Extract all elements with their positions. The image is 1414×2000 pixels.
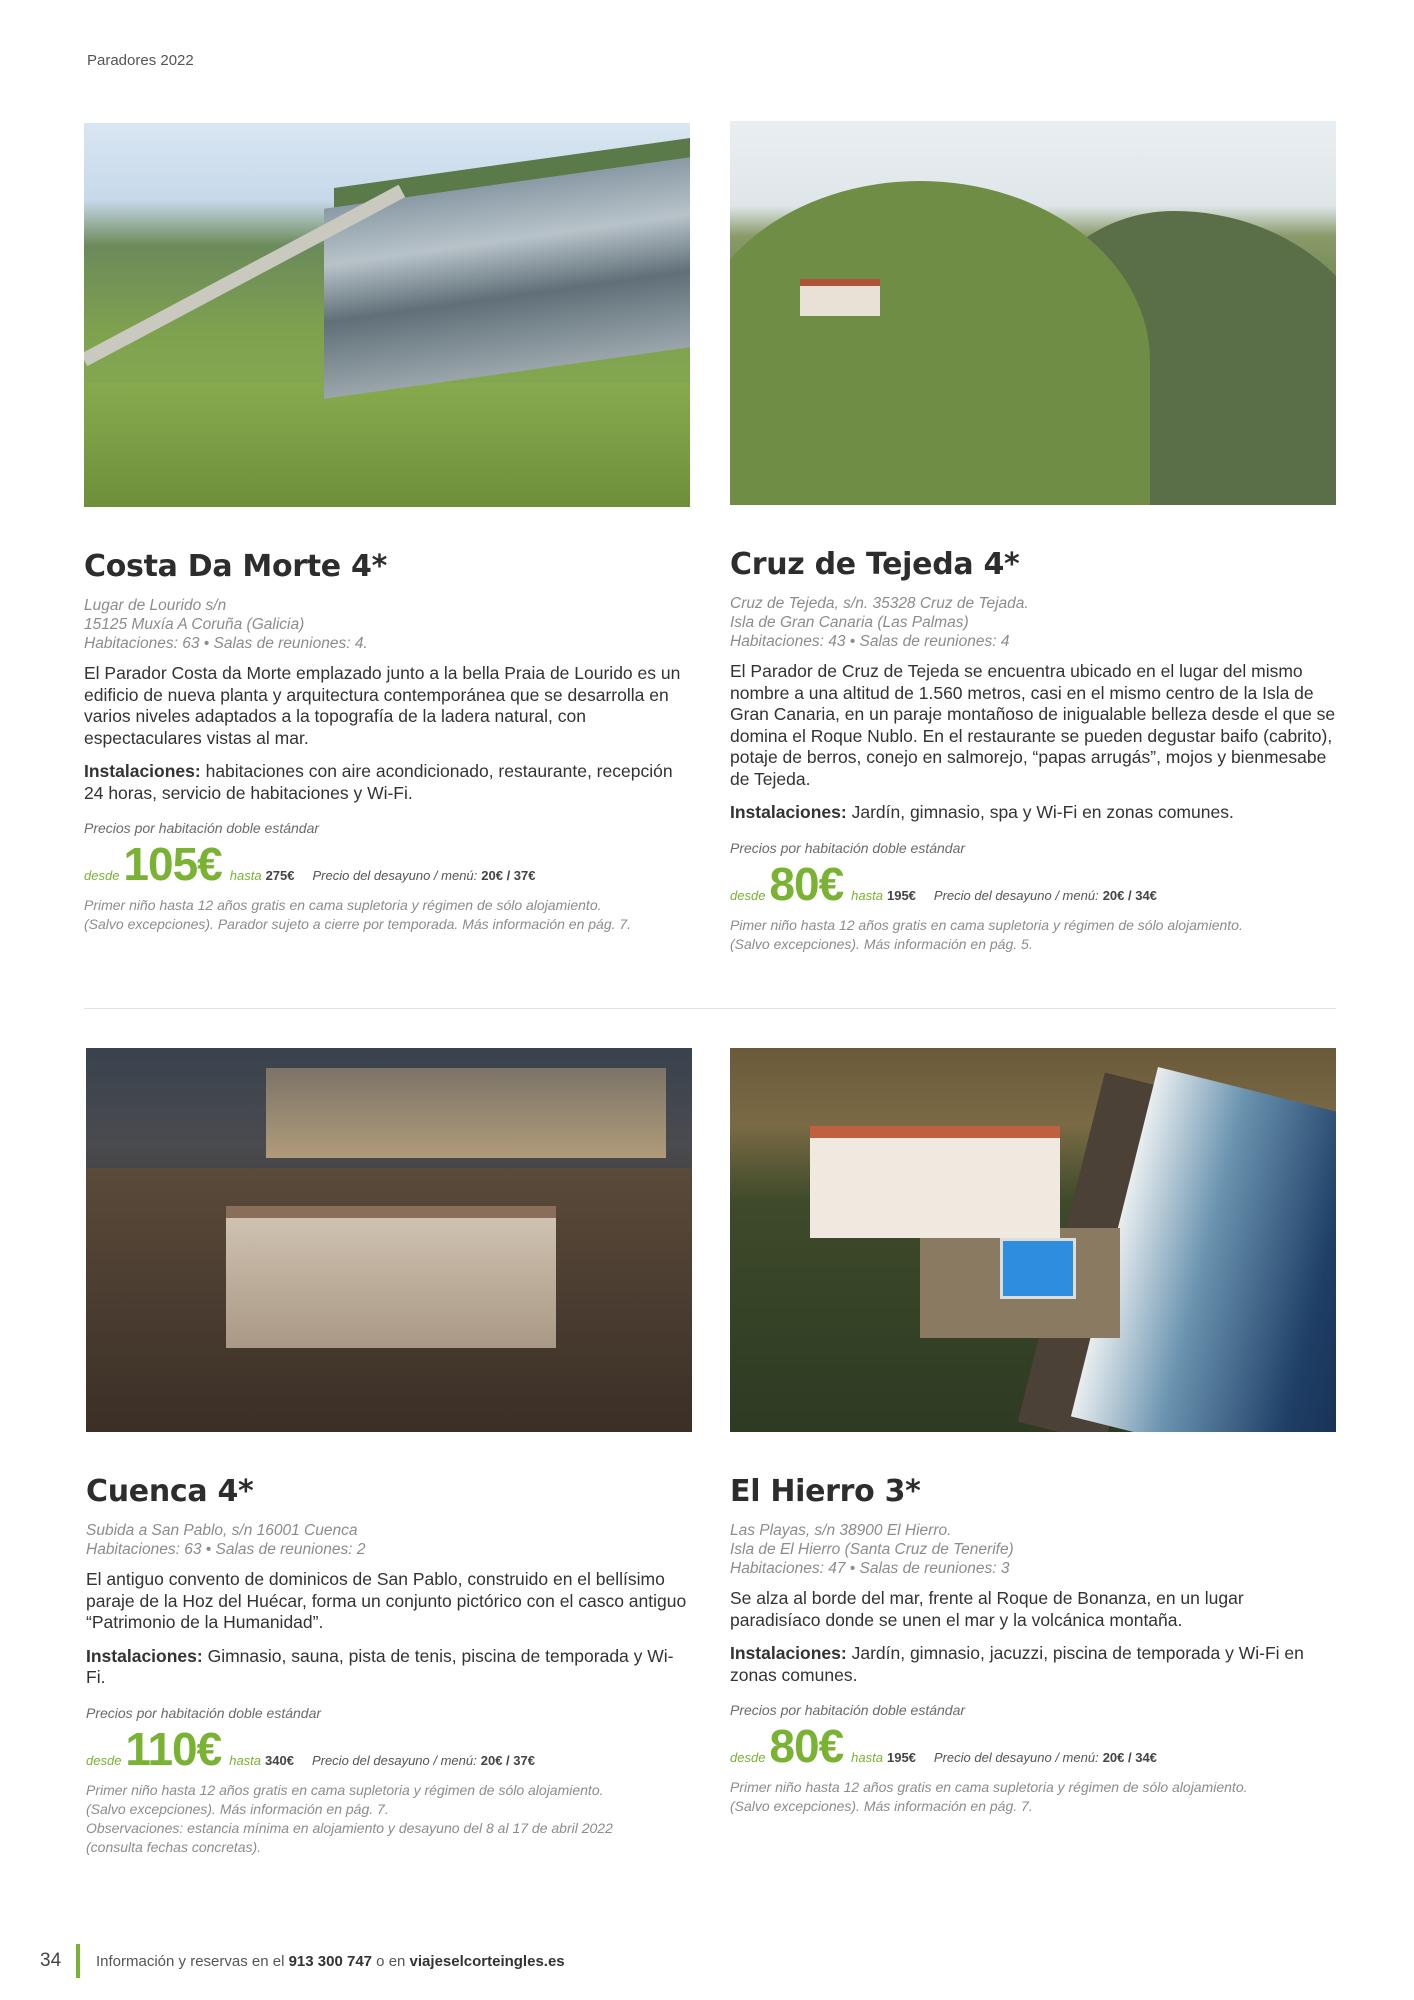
price-from: 110€ <box>125 1722 222 1775</box>
price-from: 105€ <box>123 838 222 890</box>
page-header: Paradores 2022 <box>87 52 194 69</box>
parador-photo <box>84 123 690 507</box>
price-row: desde 80€ hasta 195€ Precio del desayuno / menú: 20€ / 34€ <box>730 857 1157 910</box>
parador-note: Primer niño hasta 12 años gratis en cama supletoria y régimen de sólo alojamiento. (Salvo excepciones). Parador sujeto a cierre por temporada. Más información en pág. 7. <box>84 897 632 932</box>
price-row: desde 80€ hasta 195€ Precio del desayuno / menú: 20€ / 34€ <box>730 1720 1157 1772</box>
parador-address: Lugar de Lourido s/n 15125 Muxía A Coruña (Galicia) Habitaciones: 63 • Salas de reuniones: 4. <box>84 597 368 652</box>
footer-accent-bar <box>76 1944 80 1978</box>
parador-photo <box>730 1048 1336 1432</box>
price-from: 80€ <box>769 857 844 910</box>
breakfast-price: 20€ / 34€ <box>1102 1750 1157 1765</box>
parador-note: Pimer niño hasta 12 años gratis en cama supletoria y régimen de sólo alojamiento. (Salvo excepciones). Más información en pág. 5. <box>730 916 1243 952</box>
breakfast-price: 20€ / 34€ <box>1102 887 1157 903</box>
price-to: 275€ <box>265 868 295 883</box>
price-from: 80€ <box>769 1720 844 1772</box>
website-link[interactable]: viajeselcorteingles.es <box>409 1952 565 1970</box>
parador-photo <box>730 121 1336 505</box>
parador-address: Cruz de Tejeda, s/n. 35328 Cruz de Tejada. Isla de Gran Canaria (Las Palmas) Habitaciones: 43 • Salas de reuniones: 4 <box>730 595 1029 650</box>
parador-note: Primer niño hasta 12 años gratis en cama supletoria y régimen de sólo alojamiento. (Salvo excepciones). Más información en pág. 7. Observaciones: estancia mínima en alojamiento y desayuno del 8 al 17 de abril 2022 (consulta fechas concretas). <box>86 1781 613 1855</box>
footer-contact: Información y reservas en el 913 300 747 o en viajeselcorteingles.es <box>96 1952 565 1970</box>
price-label: Precios por habitación doble estándar <box>84 820 320 836</box>
page-footer <box>40 1944 565 1978</box>
price-label: Precios por habitación doble estándar <box>730 839 966 856</box>
phone-number[interactable]: 913 300 747 <box>288 1952 373 1970</box>
price-row: desde 110€ hasta 340€ Precio del desayuno / menú: 20€ / 37€ <box>86 1722 535 1775</box>
parador-facilities: Instalaciones: Jardín, gimnasio, spa y Wi-Fi en zonas comunes. <box>730 802 1234 822</box>
price-label: Precios por habitación doble estándar <box>730 1702 966 1718</box>
parador-title: El Hierro 3* <box>730 1474 921 1509</box>
parador-card-costa-da-morte <box>84 123 690 934</box>
parador-photo <box>86 1048 692 1432</box>
parador-title: Cruz de Tejeda 4* <box>730 547 1020 582</box>
parador-facilities: Instalaciones: Gimnasio, sauna, pista de tenis, piscina de temporada y Wi-Fi. <box>86 1645 674 1687</box>
price-label: Precios por habitación doble estándar <box>86 1704 322 1721</box>
parador-card-cuenca <box>86 1048 692 1857</box>
parador-facilities: Instalaciones: habitaciones con aire acondicionado, restaurante, recepción 24 horas, servicio de habitaciones y Wi-Fi. <box>84 761 673 803</box>
price-to: 195€ <box>886 1750 916 1765</box>
price-to: 195€ <box>886 887 916 903</box>
parador-description: El Parador Costa da Morte emplazado junto a la bella Praia de Lourido es un edificio de nueva planta y arquitectura contemporánea que se desarrolla en varios niveles adaptados a la topografía de la ladera natural, con espectaculares vistas al mar. <box>84 663 681 748</box>
page-number: 34 <box>40 1950 62 1971</box>
parador-card-cruz-de-tejeda <box>730 121 1336 954</box>
section-divider <box>84 1008 1336 1009</box>
parador-note: Primer niño hasta 12 años gratis en cama supletoria y régimen de sólo alojamiento. (Salvo excepciones). Más información en pág. 7. <box>730 1779 1248 1814</box>
parador-description: El Parador de Cruz de Tejeda se encuentra ubicado en el lugar del mismo nombre a una altitud de 1.560 metros, casi en el mismo centro de la Isla de Gran Canaria, en un paraje montañoso de inigualable belleza desde el que se domina el Roque Nublo. En el restaurante se pueden degustar baifo (cabrito), potaje de berros, conejo en salmorejo, “papas arrugás”, mojos y bienmesabe de Tejeda. <box>730 661 1336 789</box>
price-row: desde 105€ hasta 275€ Precio del desayuno / menú: 20€ / 37€ <box>84 838 536 890</box>
parador-address: Las Playas, s/n 38900 El Hierro. Isla de El Hierro (Santa Cruz de Tenerife) Habitaciones: 47 • Salas de reuniones: 3 <box>730 1522 1014 1577</box>
parador-card-el-hierro <box>730 1048 1336 1816</box>
parador-facilities: Instalaciones: Jardín, gimnasio, jacuzzi, piscina de temporada y Wi-Fi en zonas comunes. <box>730 1643 1304 1685</box>
price-to: 340€ <box>265 1752 294 1768</box>
breakfast-price: 20€ / 37€ <box>481 868 536 883</box>
breakfast-price: 20€ / 37€ <box>480 1752 535 1768</box>
parador-title: Costa Da Morte 4* <box>84 549 387 584</box>
parador-title: Cuenca 4* <box>86 1474 254 1509</box>
parador-description: Se alza al borde del mar, frente al Roque de Bonanza, en un lugar paradisíaco donde se unen el mar y la volcánica montaña. <box>730 1588 1244 1630</box>
parador-address: Subida a San Pablo, s/n 16001 Cuenca Habitaciones: 63 • Salas de reuniones: 2 <box>86 1522 366 1558</box>
parador-description: El antiguo convento de dominicos de San Pablo, construido en el bellísimo paraje de la Hoz del Huécar, forma un conjunto pictórico con el casco antiguo “Patrimonio de la Humanidad”. <box>86 1569 687 1632</box>
